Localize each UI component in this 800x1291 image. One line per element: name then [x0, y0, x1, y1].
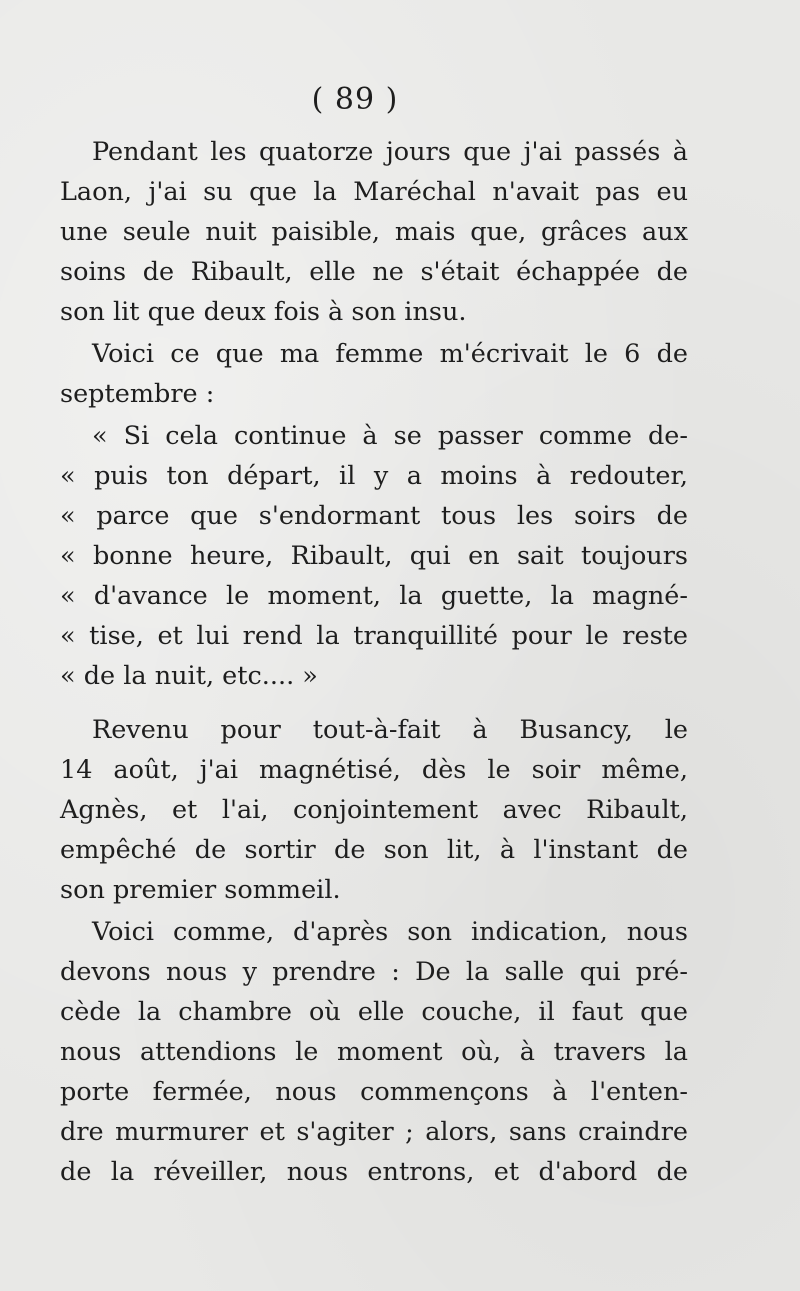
text-line: « de la nuit, etc.... »	[60, 661, 318, 691]
text-line: Voici comme, d'après son indication, nous	[92, 917, 688, 947]
text-line: « parce que s'endormant tous les soirs de	[60, 501, 688, 531]
body-text	[60, 132, 688, 1192]
page-number: ( 89 )	[311, 82, 399, 117]
text-line: « d'avance le moment, la guette, la magné-	[60, 581, 688, 611]
text-line: nous attendions le moment où, à travers la	[60, 1037, 688, 1067]
text-line: septembre :	[60, 379, 215, 409]
text-line: porte fermée, nous commençons à l'enten-	[60, 1077, 688, 1107]
text-line: son lit que deux fois à son insu.	[60, 297, 467, 327]
text-line: empêché de sortir de son lit, à l'instant de	[60, 835, 688, 865]
text-line: devons nous y prendre : De la salle qui pré-	[60, 957, 688, 987]
text-line: soins de Ribault, elle ne s'était échappée de	[60, 257, 688, 287]
text-line: 14 août, j'ai magnétisé, dès le soir même,	[60, 755, 688, 785]
text-line: cède la chambre où elle couche, il faut que	[60, 997, 688, 1027]
text-line: son premier sommeil.	[60, 875, 341, 905]
paragraph-1	[60, 132, 688, 332]
paragraph-2	[60, 334, 688, 414]
text-line: de la réveiller, nous entrons, et d'abord de	[60, 1157, 688, 1187]
text-line: dre murmurer et s'agiter ; alors, sans craindre	[60, 1117, 688, 1147]
text-line: « bonne heure, Ribault, qui en sait toujours	[60, 541, 688, 571]
text-line: « tise, et lui rend la tranquillité pour le reste	[60, 621, 688, 651]
text-line: « Si cela continue à se passer comme de-	[92, 421, 688, 451]
text-line: « puis ton départ, il y a moins à redouter,	[60, 461, 688, 491]
text-line: Revenu pour tout-à-fait à Busancy, le	[92, 715, 688, 745]
text-line: Agnès, et l'ai, conjointement avec Ribault,	[60, 795, 688, 825]
paragraph-5	[60, 912, 688, 1192]
paragraph-3-quote	[60, 416, 688, 696]
text-line: Laon, j'ai su que la Maréchal n'avait pas eu	[60, 177, 688, 207]
text-line: Pendant les quatorze jours que j'ai passés à	[92, 137, 688, 167]
text-line: une seule nuit paisible, mais que, grâces aux	[60, 217, 688, 247]
text-line: Voici ce que ma femme m'écrivait le 6 de	[92, 339, 688, 369]
paragraph-4	[60, 710, 688, 910]
